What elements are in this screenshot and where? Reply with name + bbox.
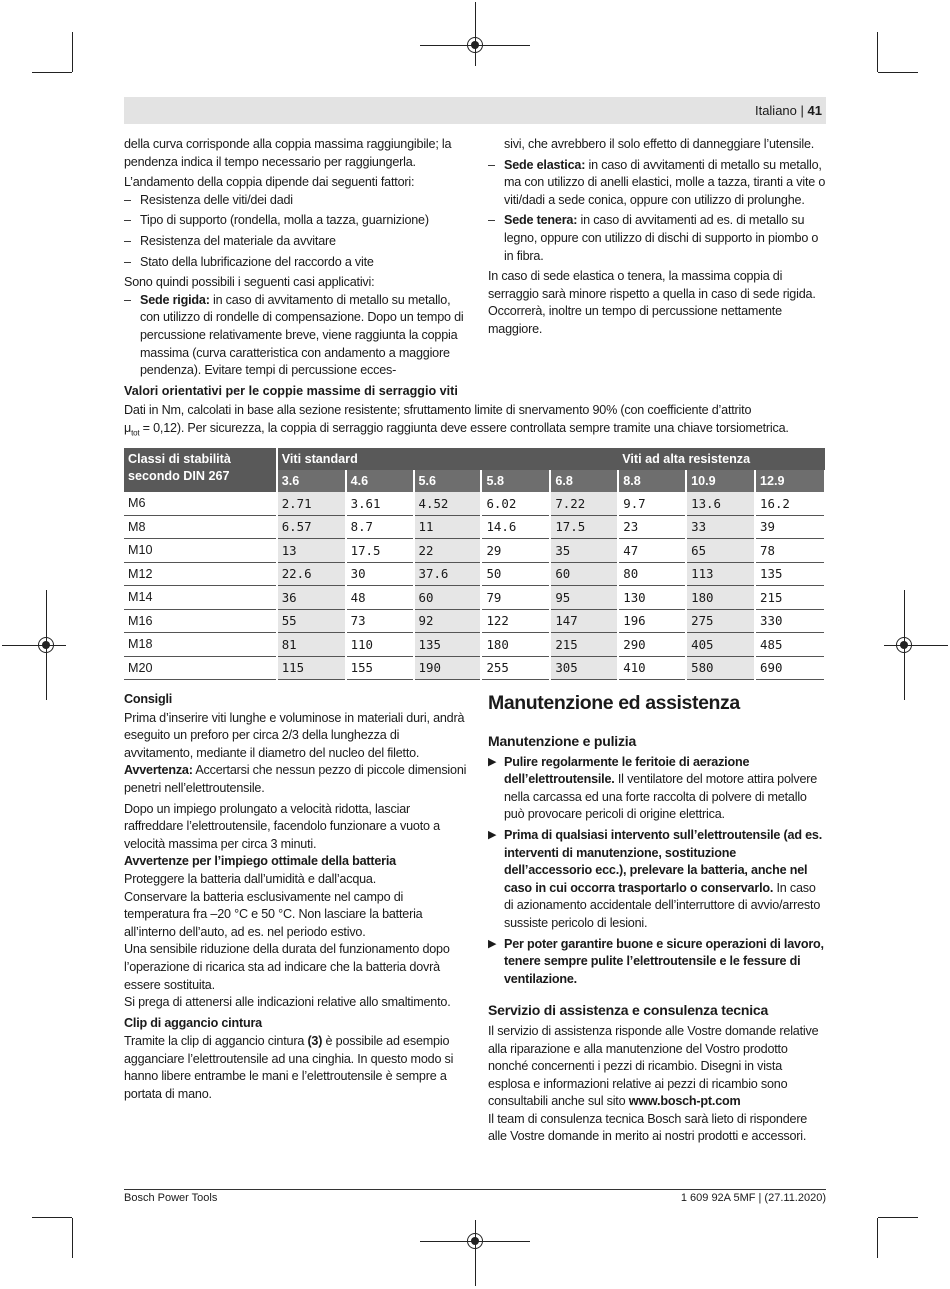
- page-header: [755, 103, 822, 118]
- instruction-item: ▶ Per poter garantire buone e sicure operazioni di lavoro, tenere sempre pulite l’elettroutensile e le fessure di ventilazione.: [488, 936, 826, 989]
- table-cell: 135: [414, 633, 482, 657]
- registration-target-icon: [467, 1233, 483, 1249]
- row-label: M14: [124, 586, 277, 610]
- table-cell: 14.6: [481, 515, 550, 539]
- crop-mark: [72, 1218, 73, 1258]
- table-cell: 39: [755, 515, 825, 539]
- column-header: 12.9: [755, 470, 825, 492]
- table-cell: 7.22: [550, 492, 618, 515]
- page-number: 41: [807, 103, 822, 118]
- table-description: Dati in Nm, calcolati in base alla sezione resistente; sfruttamento limite di snervamento 90% (con coefficiente d’attrito $\mu_{tot} = 0,12$). Per sicurezza, la coppia di serraggio raggiunta deve essere controllata sempre tramite una chiave torsiometrica.: [124, 403, 789, 438]
- paragraph: Avvertenza: Accertarsi che nessun pezzo di piccole dimensioni penetri nell’elettroutensile.: [124, 763, 467, 795]
- table-row: [124, 656, 825, 680]
- table-cell: 130: [618, 586, 686, 610]
- table-row: [124, 609, 825, 633]
- table-cell: 180: [686, 586, 755, 610]
- table-cell: 37.6: [414, 562, 482, 586]
- registration-mark: [2, 645, 66, 646]
- table-corner-header: Classi di stabilità secondo DIN 267: [124, 448, 277, 492]
- table-cell: 36: [277, 586, 346, 610]
- table-row: [124, 539, 825, 563]
- paragraph: Si prega di attenersi alle indicazioni relative allo smaltimento.: [124, 995, 451, 1010]
- table-cell: 65: [686, 539, 755, 563]
- table-cell: 60: [550, 562, 618, 586]
- section-heading-clip: Clip di aggancio cintura: [124, 1015, 262, 1030]
- paragraph: della curva corrisponde alla coppia massima raggiungibile; la pendenza indica il tempo necessario per raggiungerla.: [124, 137, 452, 169]
- section-heading-battery: Avvertenze per l’impiego ottimale della batteria: [124, 854, 396, 869]
- paragraph: Una sensibile riduzione della durata del funzionamento dopo l’operazione di ricarica sta ad indicare che la batteria dovrà essere sostituita.: [124, 942, 450, 992]
- table-cell: 3.61: [346, 492, 414, 515]
- table-cell: 29: [481, 539, 550, 563]
- list-item: – Resistenza del materiale da avvitare: [124, 233, 336, 248]
- table-row: [124, 586, 825, 610]
- row-label: M20: [124, 656, 277, 680]
- footer-brand: Bosch Power Tools: [124, 1192, 218, 1204]
- instruction-item: ▶ Prima di qualsiasi intervento sull’elettroutensile (ad es. interventi di manutenzione, sostituzione dell’accessorio ecc.), prelevare la batteria, anche nel caso in cui occorra trasportarlo o conservarlo. In caso di azionamento accidentale dell’interruttore di avvio/arresto sussiste pericolo di lesioni.: [488, 827, 826, 933]
- paragraph: In caso di sede elastica o tenera, la massima coppia di serraggio sarà minore rispetto a quella in caso di sede rigida. Occorrerà, inoltre un tempo di percussione nettamente maggiore.: [488, 269, 816, 336]
- header-separator: |: [800, 103, 804, 118]
- crop-mark: [878, 72, 918, 73]
- paragraph: Il team di consulenza tecnica Bosch sarà lieto di rispondere alle Vostre domande in merito ai nostri prodotti e accessori.: [488, 1111, 808, 1144]
- table-row: [124, 633, 825, 657]
- table-row: [124, 515, 825, 539]
- table-cell: 113: [686, 562, 755, 586]
- table-cell: 9.7: [618, 492, 686, 515]
- paragraph: Conservare la batteria esclusivamente nel campo di temperatura fra –20 °C e 50 °C. Non lasciare la batteria all’interno dell’auto, ad es. nel periodo estivo.: [124, 889, 423, 939]
- list-item-continuation: sivi, che avrebbero il solo effetto di danneggiare l’utensile.: [504, 137, 815, 151]
- table-cell: 16.2: [755, 492, 825, 515]
- column-header: 4.6: [346, 470, 414, 492]
- table-cell: 115: [277, 656, 346, 680]
- column-header: 8.8: [618, 470, 686, 492]
- table-cell: 22.6: [277, 562, 346, 586]
- table-cell: 13.6: [686, 492, 755, 515]
- table-cell: 215: [550, 633, 618, 657]
- left-top-column: [124, 136, 468, 380]
- table-cell: 485: [755, 633, 825, 657]
- table-cell: 81: [277, 633, 346, 657]
- paragraph: Proteggere la batteria dall’umidità e dall’acqua.: [124, 871, 377, 886]
- table-cell: 11: [414, 515, 482, 539]
- table-cell: 6.02: [481, 492, 550, 515]
- subheading-maintenance-cleaning: Manutenzione e pulizia: [488, 733, 637, 749]
- table-cell: 290: [618, 633, 686, 657]
- list-item: – Sede tenera: in caso di avvitamenti ad es. di metallo su legno, oppure con utilizzo di dischi di supporto in piombo o in fibra.: [488, 213, 819, 263]
- column-header: 3.6: [277, 470, 346, 492]
- table-cell: 305: [550, 656, 618, 680]
- list-item: – Tipo di supporto (rondella, molla a tazza, guarnizione): [124, 213, 429, 228]
- row-label: M12: [124, 562, 277, 586]
- table-cell: 60: [414, 586, 482, 610]
- table-cell: 13: [277, 539, 346, 563]
- instruction-item: ▶ Pulire regolarmente le feritoie di aerazione dell’elettroutensile. Il ventilatore del motore attira polvere nella carcassa ed una forte raccolta di polvere di metallo può provocare pericoli di origine elettrica.: [488, 754, 826, 824]
- table-cell: 47: [618, 539, 686, 563]
- torque-table: [124, 448, 826, 680]
- paragraph: Tramite la clip di aggancio cintura (3) è possibile ad esempio agganciare l’elettroutensile ad una cinghia. In questo modo si hanno libere entrambe le mani e l’elettroutensile è sempre a portata di mano.: [124, 1034, 454, 1102]
- table-cell: 196: [618, 609, 686, 633]
- table-cell: 255: [481, 656, 550, 680]
- paragraph: L’andamento della coppia dipende dai seguenti fattori:: [124, 175, 415, 190]
- crop-mark: [877, 32, 878, 72]
- table-cell: 17.5: [346, 539, 414, 563]
- section-heading-consigli: Consigli: [124, 692, 173, 706]
- registration-target-icon: [467, 37, 483, 53]
- table-cell: 78: [755, 539, 825, 563]
- row-label: M18: [124, 633, 277, 657]
- table-cell: 147: [550, 609, 618, 633]
- table-cell: 4.52: [414, 492, 482, 515]
- table-cell: 17.5: [550, 515, 618, 539]
- table-cell: 73: [346, 609, 414, 633]
- table-cell: 92: [414, 609, 482, 633]
- right-top-column: [488, 136, 826, 342]
- footer-divider: [124, 1189, 826, 1190]
- group-header-standard: Viti standard: [277, 448, 619, 470]
- table-cell: 22: [414, 539, 482, 563]
- subheading-service: Servizio di assistenza e consulenza tecnica: [488, 1002, 769, 1019]
- table-cell: 48: [346, 586, 414, 610]
- table-cell: 122: [481, 609, 550, 633]
- paragraph: Prima d’inserire viti lunghe e voluminose in materiali duri, andrà eseguito un preforo per circa 2/3 della lunghezza di avvitamento, mediante il diametro del nucleo del filetto.: [124, 710, 465, 760]
- list-item: – Sede elastica: in caso di avvitamenti di metallo su metallo, ma con utilizzo di anelli elastici, molle a tazza, tiranti a vite o viti/dadi a sede conica, oppure con utilizzo di prolunghe.: [488, 157, 826, 207]
- left-bottom-column: [124, 691, 468, 1107]
- table-cell: 80: [618, 562, 686, 586]
- list-item: – Sede rigida: in caso di avvitamento di metallo su metallo, con utilizzo di rondelle di compensazione. Dopo un tempo di percussione relativamente breve, viene raggiunta la coppia massima (curva caratteristica con andamento a maggiore pendenza). Evitare tempi di percussione ecces-: [124, 292, 464, 378]
- row-label: M8: [124, 515, 277, 539]
- table-title: Valori orientativi per le coppie massime di serraggio viti: [124, 384, 458, 398]
- crop-mark: [877, 1218, 878, 1258]
- table-cell: 580: [686, 656, 755, 680]
- registration-mark: [475, 2, 476, 66]
- table-cell: 135: [755, 562, 825, 586]
- table-cell: 23: [618, 515, 686, 539]
- table-cell: 30: [346, 562, 414, 586]
- row-label: M10: [124, 539, 277, 563]
- table-row: [124, 562, 825, 586]
- table-cell: 33: [686, 515, 755, 539]
- registration-target-icon: [38, 637, 54, 653]
- list-item: – Stato della lubrificazione del raccordo a vite: [124, 254, 374, 269]
- paragraph: Dopo un impiego prolungato a velocità ridotta, lasciar raffreddare l’elettroutensile, facendolo funzionare a vuoto a velocità massima per circa 3 minuti.: [124, 801, 440, 851]
- table-cell: 8.7: [346, 515, 414, 539]
- arrow-bullet-icon: ▶: [488, 828, 497, 841]
- crop-mark: [878, 1217, 918, 1218]
- table-cell: 275: [686, 609, 755, 633]
- header-band: [124, 97, 826, 124]
- group-header-high-strength: Viti ad alta resistenza: [618, 448, 825, 470]
- table-cell: 95: [550, 586, 618, 610]
- table-cell: 79: [481, 586, 550, 610]
- crop-mark: [32, 72, 72, 73]
- footer-doc-number: 1 609 92A 5MF | (27.11.2020): [680, 1192, 826, 1204]
- table-cell: 6.57: [277, 515, 346, 539]
- table-cell: 55: [277, 609, 346, 633]
- table-cell: 690: [755, 656, 825, 680]
- row-label: M6: [124, 492, 277, 515]
- table-cell: 155: [346, 656, 414, 680]
- table-cell: 180: [481, 633, 550, 657]
- crop-mark: [72, 32, 73, 72]
- column-header: 10.9: [686, 470, 755, 492]
- row-label: M16: [124, 609, 277, 633]
- table-cell: 215: [755, 586, 825, 610]
- registration-target-icon: [896, 637, 912, 653]
- website-link[interactable]: www.bosch-pt.com: [628, 1094, 741, 1109]
- crop-mark: [32, 1217, 72, 1218]
- paragraph: Il servizio di assistenza risponde alle Vostre domande relative alla riparazione e alla manutenzione del Vostro prodotto nonché concernenti i pezzi di ricambio. Disegni in vista esplosa e informazioni relative ai pezzi di ricambio sono consultabili anche sul sito www.bosch-pt.com: [488, 1023, 819, 1109]
- table-cell: 330: [755, 609, 825, 633]
- table-cell: 110: [346, 633, 414, 657]
- table-cell: 50: [481, 562, 550, 586]
- arrow-bullet-icon: ▶: [488, 755, 497, 768]
- column-header: 5.8: [481, 470, 550, 492]
- right-bottom-column: [488, 733, 826, 1149]
- table-cell: 35: [550, 539, 618, 563]
- table-cell: 190: [414, 656, 482, 680]
- section-heading-maintenance: Manutenzione ed assistenza: [488, 692, 740, 714]
- header-language: Italiano: [754, 103, 797, 118]
- registration-mark: [475, 1220, 476, 1286]
- table-row: [124, 492, 825, 515]
- table-cell: 410: [618, 656, 686, 680]
- table-cell: 2.71: [277, 492, 346, 515]
- column-header: 6.8: [550, 470, 618, 492]
- arrow-bullet-icon: ▶: [488, 937, 497, 950]
- registration-mark: [884, 645, 948, 646]
- column-header: 5.6: [414, 470, 482, 492]
- list-item: – Resistenza delle viti/dei dadi: [124, 192, 293, 207]
- table-cell: 405: [686, 633, 755, 657]
- paragraph: Sono quindi possibili i seguenti casi applicativi:: [124, 275, 375, 290]
